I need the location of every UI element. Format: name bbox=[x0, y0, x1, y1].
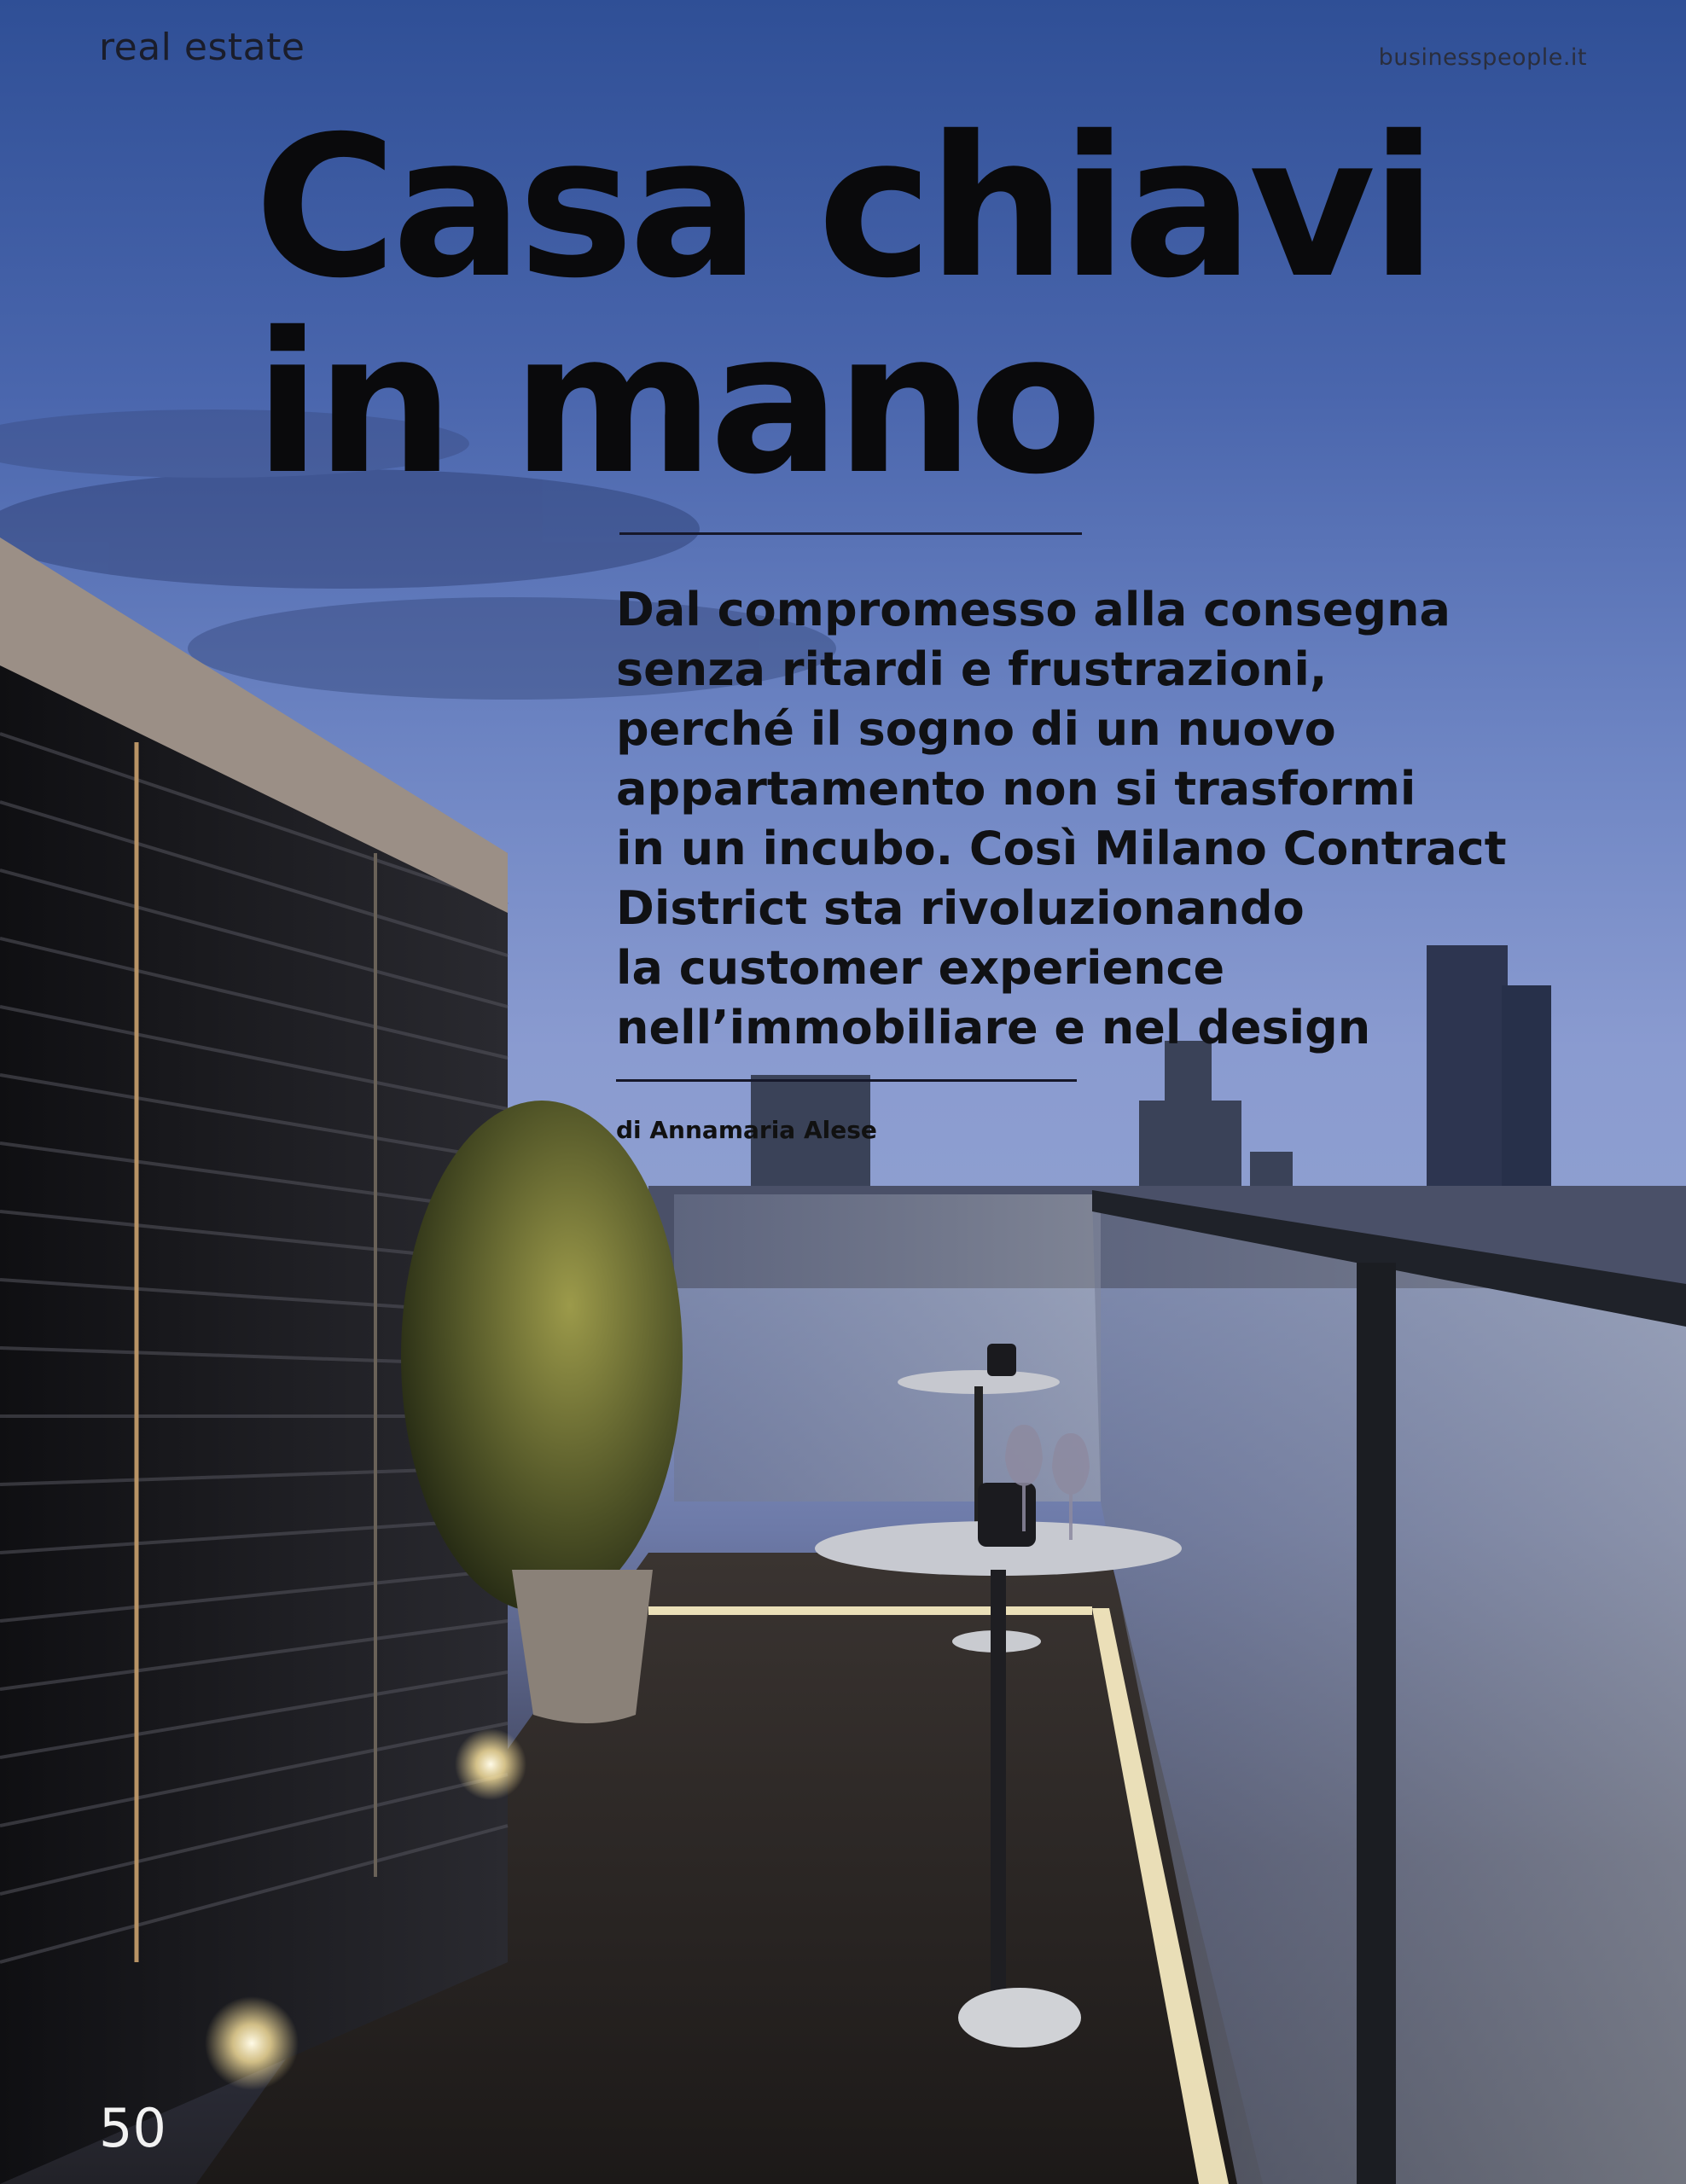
standfirst-line: District sta rivoluzionando bbox=[616, 881, 1305, 935]
divider-rule bbox=[616, 1079, 1077, 1082]
topiary-tree bbox=[401, 1101, 683, 1612]
headline-line: in mano bbox=[254, 290, 1098, 517]
headline bbox=[254, 94, 1433, 517]
standfirst bbox=[616, 580, 1657, 1058]
standfirst-line: la customer experience bbox=[616, 941, 1225, 995]
plant-pot bbox=[512, 1570, 653, 1723]
candle-holder bbox=[987, 1344, 1016, 1376]
standfirst-line: Dal compromesso alla consegna bbox=[616, 583, 1451, 636]
section-label: real estate bbox=[99, 26, 305, 69]
candle-holder bbox=[978, 1483, 1036, 1547]
standfirst-line: perché il sogno di un nuovo bbox=[616, 702, 1336, 756]
divider-rule bbox=[619, 532, 1082, 535]
standfirst-line: in un incubo. Così Milano Contract bbox=[616, 822, 1507, 875]
standfirst-line: nell’immobiliare e nel design bbox=[616, 1001, 1371, 1054]
balcony-post bbox=[1357, 1263, 1396, 2184]
headline-line: Casa chiavi bbox=[254, 94, 1433, 321]
floor-spotlight bbox=[205, 1996, 299, 2090]
page-number: 50 bbox=[99, 2097, 166, 2159]
website-url: businesspeople.it bbox=[1378, 44, 1587, 71]
led-strip-back bbox=[648, 1606, 1092, 1615]
standfirst-line: senza ritardi e frustrazioni, bbox=[616, 642, 1328, 696]
author-byline: di Annamaria Alese bbox=[616, 1116, 877, 1144]
standfirst-line: appartamento non si trasformi bbox=[616, 762, 1416, 816]
floor-spotlight bbox=[455, 1728, 526, 1800]
